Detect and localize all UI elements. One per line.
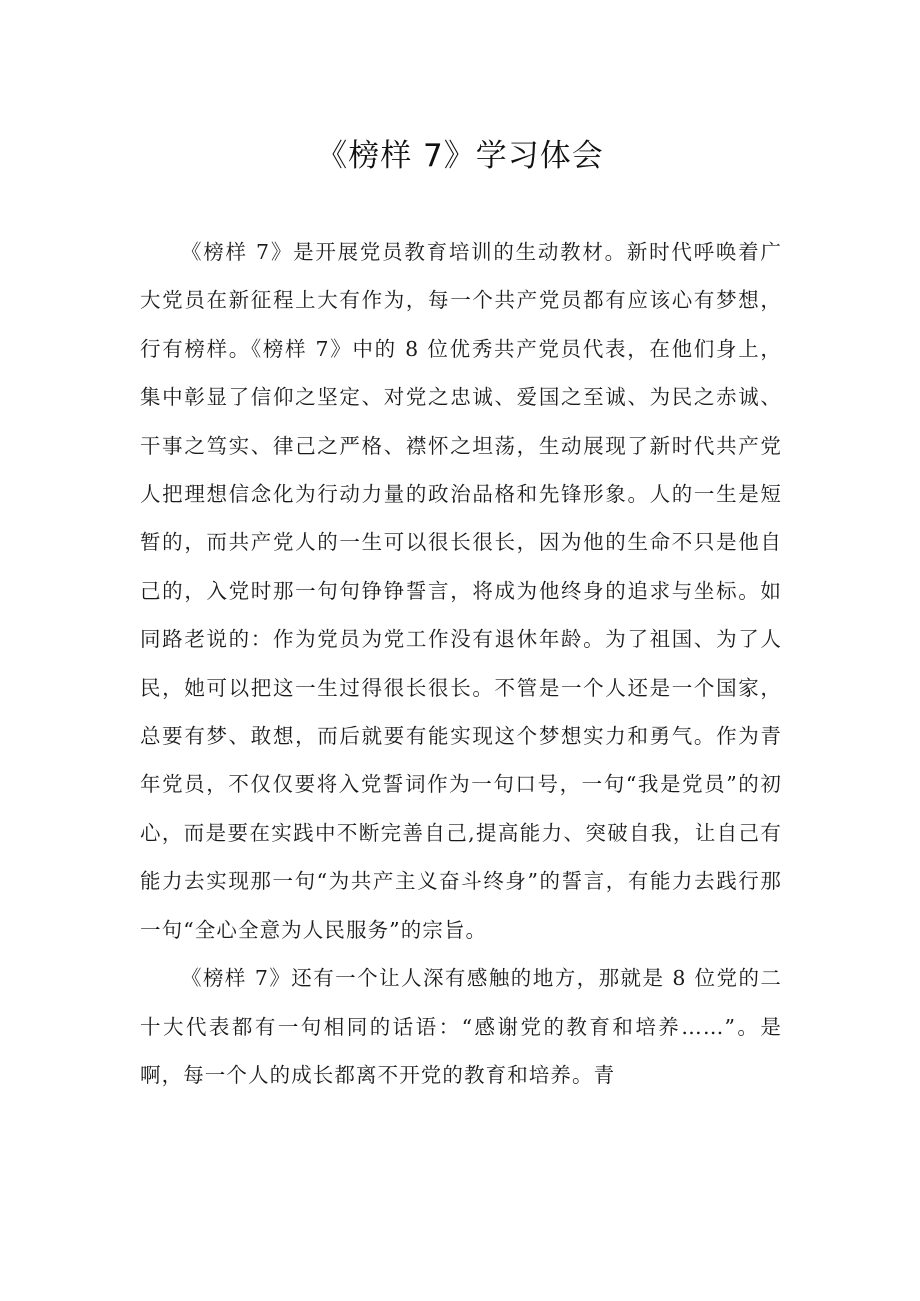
paragraph-2: 《榜样 7》还有一个让人深有感触的地方，那就是 8 位党的二十大代表都有一句相同的话语：“感谢党的教育和培养……”。是啊，每一个人的成长都离不开党的教育和培养。青	[140, 966, 782, 1087]
document-title: 《榜样 7》学习体会	[316, 138, 604, 174]
paragraph-1: 《榜样 7》是开展党员教育培训的生动教材。新时代呼唤着广大党员在新征程上大有作为，每一个共产党员都有应该心有梦想，行有榜样。《榜样 7》中的 8 位优秀共产党员代表，在他们身上，集中彰显了信仰之坚定、对党之忠诚、爱国之至诚、为民之赤诚、干事之笃实、律己之严格、襟怀之坦荡，生动展现了新时代共产党人把理想信念化为行动力量的政治品格和先锋形象。人的一生是短暂的，而共产党人的一生可以很长很长，因为他的生命不只是他自己的，入党时那一句句铮铮誓言，将成为他终身的追求与坐标。如同路老说的：作为党员为党工作没有退休年龄。为了祖国、为了人民，她可以把这一生过得很长很长。不管是一个人还是一个国家，总要有梦、敢想，而后就要有能实现这个梦想实力和勇气。作为青年党员，不仅仅要将入党誓词作为一句口号，一句“我是党员”的初心，而是要在实践中不断完善自己,提高能力、突破自我，让自己有能力去实现那一句“为共产主义奋斗终身”的誓言，有能力去践行那一句“全心全意为人民服务”的宗旨。	[140, 240, 782, 942]
document-body	[140, 228, 782, 1099]
